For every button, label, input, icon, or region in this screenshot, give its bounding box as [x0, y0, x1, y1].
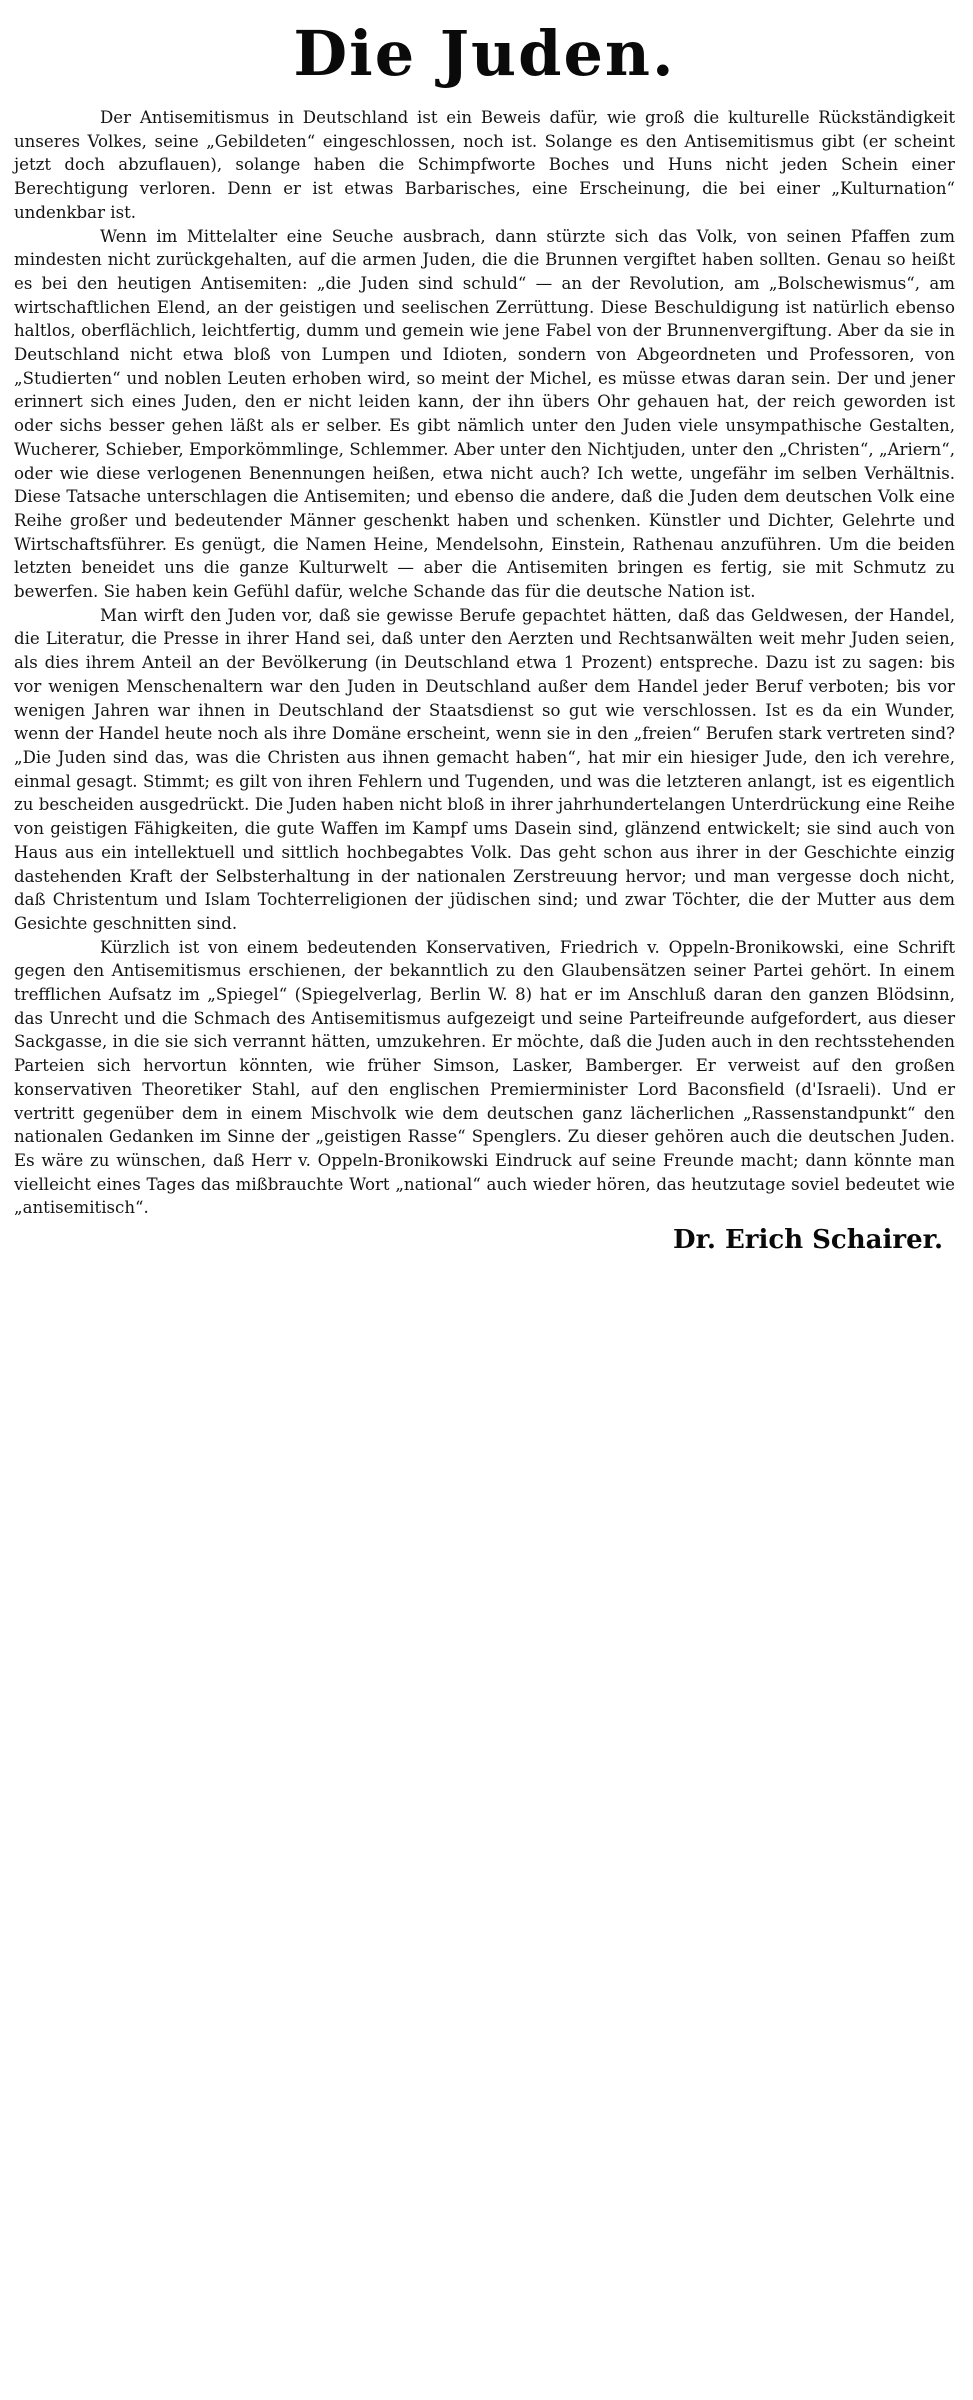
article-paragraph-1: Der Antisemitismus in Deutschland ist ein Beweis dafür, wie groß die kulturelle Rückständigkeit unseres Volkes, seine „Gebildeten“ eingeschlossen, noch ist. Solange es den Antisemitismus gibt (er scheint jetzt doch abzuflauen), solange haben die Schimpfworte Boches und Huns nicht jeden Schein einer Berechtigung verloren. Denn er ist etwas Barbarisches, eine Erscheinung, die bei einer „Kulturnation“ undenkbar ist. — [14, 108, 955, 222]
article-paragraph-2: Wenn im Mittelalter eine Seuche ausbrach, dann stürzte sich das Volk, von seinen Pfaffen zum mindesten nicht zurückgehalten, auf die armen Juden, die die Brunnen vergiftet haben sollten. Genau so heißt es bei den heutigen Antisemiten: „die Juden sind schuld“ — an der Revolution, am „Bolschewismus“, am wirtschaftlichen Elend, an der geistigen und seelischen Zerrüttung. Diese Beschuldigung ist natürlich ebenso haltlos, oberflächlich, leichtfertig, dumm und gemein wie jene Fabel von der Brunnenvergiftung. Aber da sie in Deutschland nicht etwa bloß von Lumpen und Idioten, sondern von Abgeordneten und Professoren, von „Studierten“ und noblen Leuten erhoben wird, so meint der Michel, es müsse etwas daran sein. Der und jener erinnert sich eines Juden, den er nicht leiden kann, der ihn übers Ohr gehauen hat, der reich geworden ist oder sichs besser gehen läßt als er selber. Es gibt nämlich unter den Juden viele unsympathische Gestalten, Wucherer, Schieber, Emporkömmlinge, Schlemmer. Aber unter den Nichtjuden, unter den „Christen“, „Ariern“, oder wie diese verlogenen Benennungen heißen, etwa nicht auch? Ich wette, ungefähr im selben Verhältnis. Diese Tatsache unterschlagen die Antisemiten; und ebenso die andere, daß die Juden dem deutschen Volk eine Reihe großer und bedeutender Männer geschenkt haben und schenken. Künstler und Dichter, Gelehrte und Wirtschaftsführer. Es genügt, die Namen Heine, Mendelsohn, Einstein, Rathenau anzuführen. Um die beiden letzten beneidet uns die ganze Kulturwelt — aber die Antisemiten bringen es fertig, sie mit Schmutz zu bewerfen. Sie haben kein Gefühl dafür, welche Schande das für die deutsche Nation ist. — [14, 226, 955, 602]
article-body — [14, 106, 955, 1220]
article-paragraph-3: Man wirft den Juden vor, daß sie gewisse Berufe gepachtet hätten, daß das Geldwesen, der Handel, die Literatur, die Presse in ihrer Hand sei, daß unter den Aerzten und Rechtsanwälten weit mehr Juden seien, als dies ihrem Anteil an der Bevölkerung (in Deutschland etwa 1 Prozent) entspreche. Dazu ist zu sagen: bis vor wenigen Menschenaltern war den Juden in Deutschland außer dem Handel jeder Beruf verboten; bis vor wenigen Jahren war ihnen in Deutschland der Staatsdienst so gut wie verschlossen. Ist es da ein Wunder, wenn der Handel heute noch als ihre Domäne erscheint, wenn sie in den „freien“ Berufen stark vertreten sind? „Die Juden sind das, was die Christen aus ihnen gemacht haben“, hat mir ein hiesiger Jude, den ich verehre, einmal gesagt. Stimmt; es gilt von ihren Fehlern und Tugenden, und was die letzteren anlangt, ist es eigentlich zu bescheiden ausgedrückt. Die Juden haben nicht bloß in ihrer jahrhundertelangen Unterdrückung eine Reihe von geistigen Fähigkeiten, die gute Waffen im Kampf ums Dasein sind, glänzend entwickelt; sie sind auch von Haus aus ein intellektuell und sittlich hochbegabtes Volk. Das geht schon aus ihrer in der Geschichte einzig dastehenden Kraft der Selbsterhaltung in der nationalen Zerstreuung hervor; und man vergesse doch nicht, daß Christentum und Islam Tochterreligionen der jüdischen sind; und zwar Töchter, die der Mutter aus dem Gesichte geschnitten sind. — [14, 605, 955, 933]
author-signature: Dr. Erich Schairer. — [673, 1225, 943, 1256]
article-title: Die Juden. — [293, 17, 676, 90]
article-paragraph-4: Kürzlich ist von einem bedeutenden Konservativen, Friedrich v. Oppeln-Bronikowski, eine Schrift gegen den Antisemitismus erschienen, der bekanntlich zu den Glaubensätzen seiner Partei gehört. In einem trefflichen Aufsatz im „Spiegel“ (Spiegelverlag, Berlin W. 8) hat er im Anschluß daran den ganzen Blödsinn, das Unrecht und die Schmach des Antisemitismus aufgezeigt und seine Parteifreunde aufgefordert, aus dieser Sackgasse, in die sie sich verrannt hätten, umzukehren. Er möchte, daß die Juden auch in den rechtsstehenden Parteien sich hervortun könnten, wie früher Simson, Lasker, Bamberger. Er verweist auf den großen konservativen Theoretiker Stahl, auf den englischen Premierminister Lord Baconsfield (d'Israeli). Und er vertritt gegenüber dem in einem Mischvolk wie dem deutschen ganz lächerlichen „Rassenstandpunkt“ den nationalen Gedanken im Sinne der „geistigen Rasse“ Spenglers. Zu dieser gehören auch die deutschen Juden. Es wäre zu wünschen, daß Herr v. Oppeln-Bronikowski Eindruck auf seine Freunde macht; dann könnte man vielleicht eines Tages das mißbrauchte Wort „national“ auch wieder hören, das heutzutage soviel bedeutet wie „antisemitisch“. — [14, 937, 955, 1218]
